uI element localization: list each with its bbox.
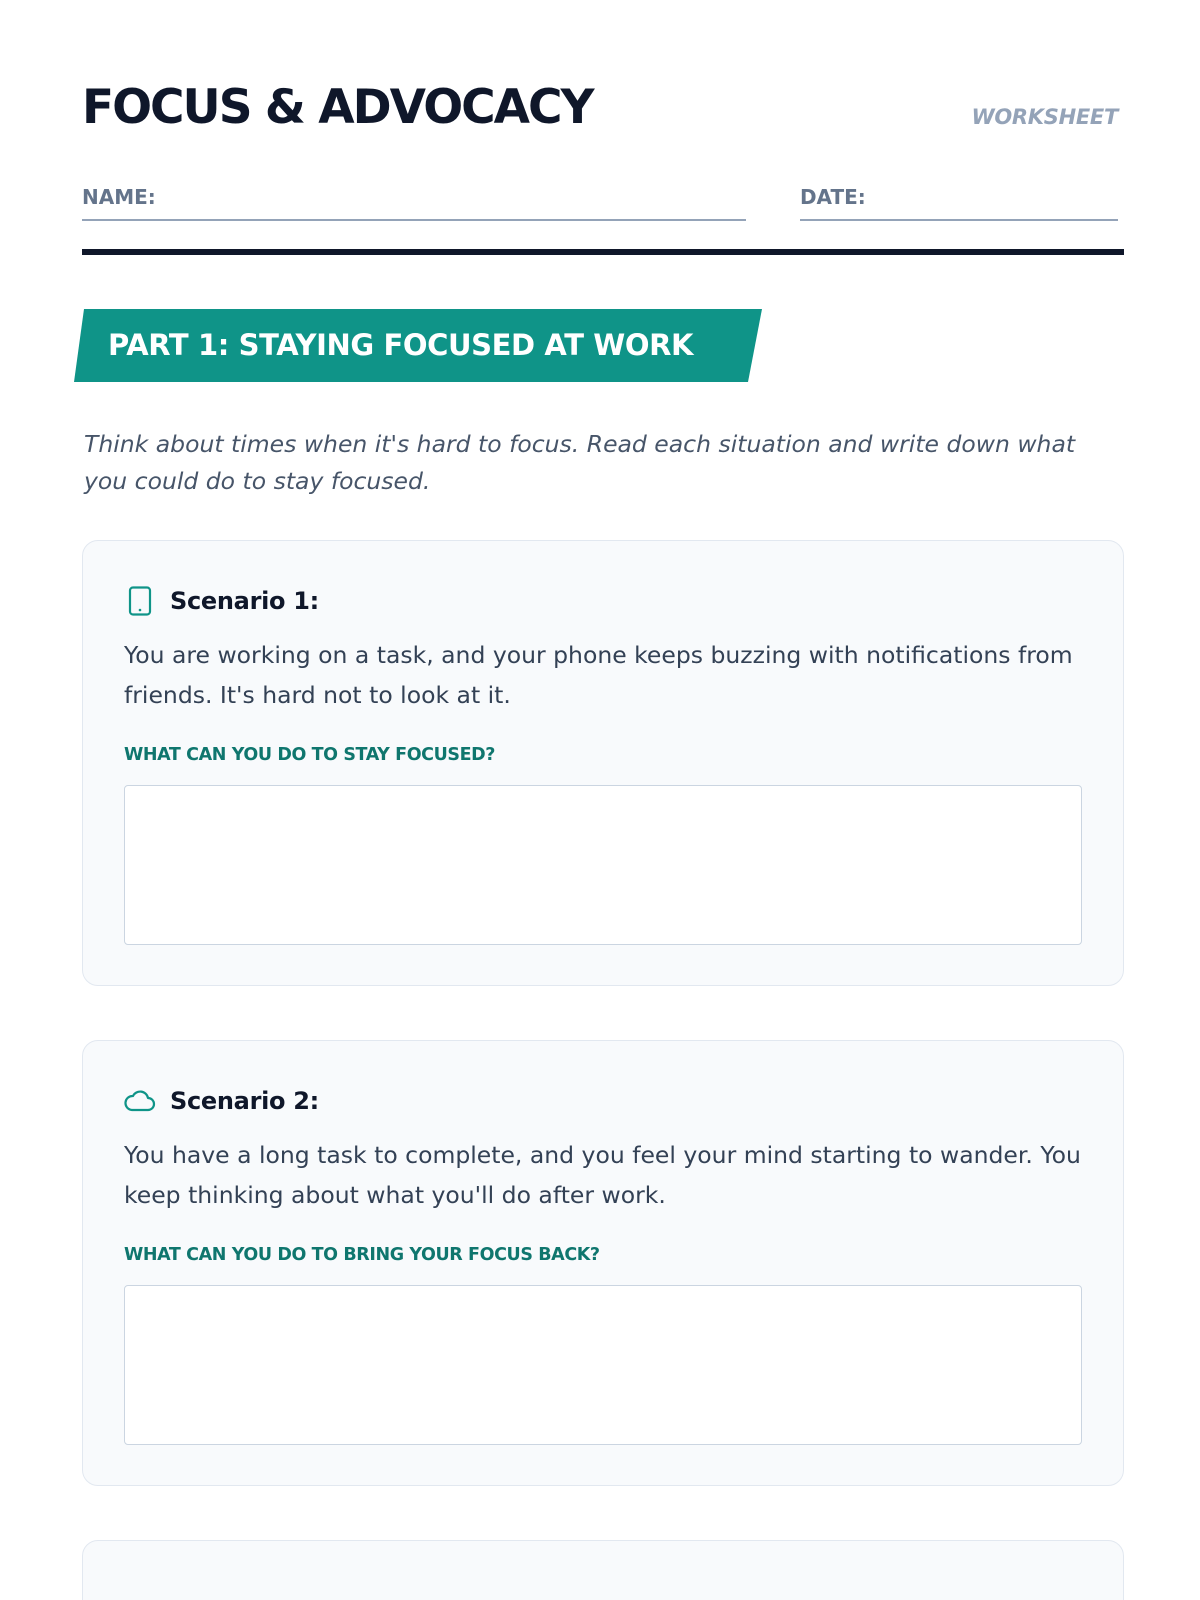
header-divider xyxy=(82,249,1124,255)
scenario-description: You are working on a task, and your phone keeps buzzing with notifications from friends. It's hard not to look at it. xyxy=(124,641,1073,709)
date-label: DATE: xyxy=(799,185,866,209)
part-1-heading: PART 1: STAYING FOCUSED AT WORK xyxy=(108,328,694,362)
scenario-title: Scenario 2: xyxy=(170,1087,319,1115)
student-fields xyxy=(82,179,1118,221)
answer-box[interactable] xyxy=(124,1285,1082,1445)
scenario-card-1 xyxy=(82,540,1124,986)
name-field[interactable] xyxy=(82,179,746,221)
worksheet-label: WORKSHEET xyxy=(971,105,1118,129)
part-1-banner xyxy=(74,309,762,382)
scenario-card-3 xyxy=(82,1540,1124,1600)
answer-prompt: WHAT CAN YOU DO TO BRING YOUR FOCUS BACK? xyxy=(124,1245,600,1265)
scenario-header xyxy=(124,1083,1082,1119)
scenario-header xyxy=(124,583,1082,619)
answer-box[interactable] xyxy=(124,785,1082,945)
answer-prompt: WHAT CAN YOU DO TO STAY FOCUSED? xyxy=(124,745,496,765)
name-label: NAME: xyxy=(82,185,156,209)
scenario-card-2 xyxy=(82,1040,1124,1486)
date-field[interactable] xyxy=(800,179,1118,221)
scenario-description: You have a long task to complete, and you feel your mind starting to wander. You keep thinking about what you'll do after work. xyxy=(124,1141,1081,1209)
page-title: FOCUS & ADVOCACY xyxy=(82,80,593,135)
scenario-title: Scenario 1: xyxy=(170,587,319,615)
phone-icon xyxy=(124,585,156,617)
part-1-instructions: Think about times when it's hard to focus. Read each situation and write down what you could do to stay focused. xyxy=(84,430,1076,495)
worksheet-header xyxy=(82,0,1118,135)
cloud-icon xyxy=(124,1085,156,1117)
